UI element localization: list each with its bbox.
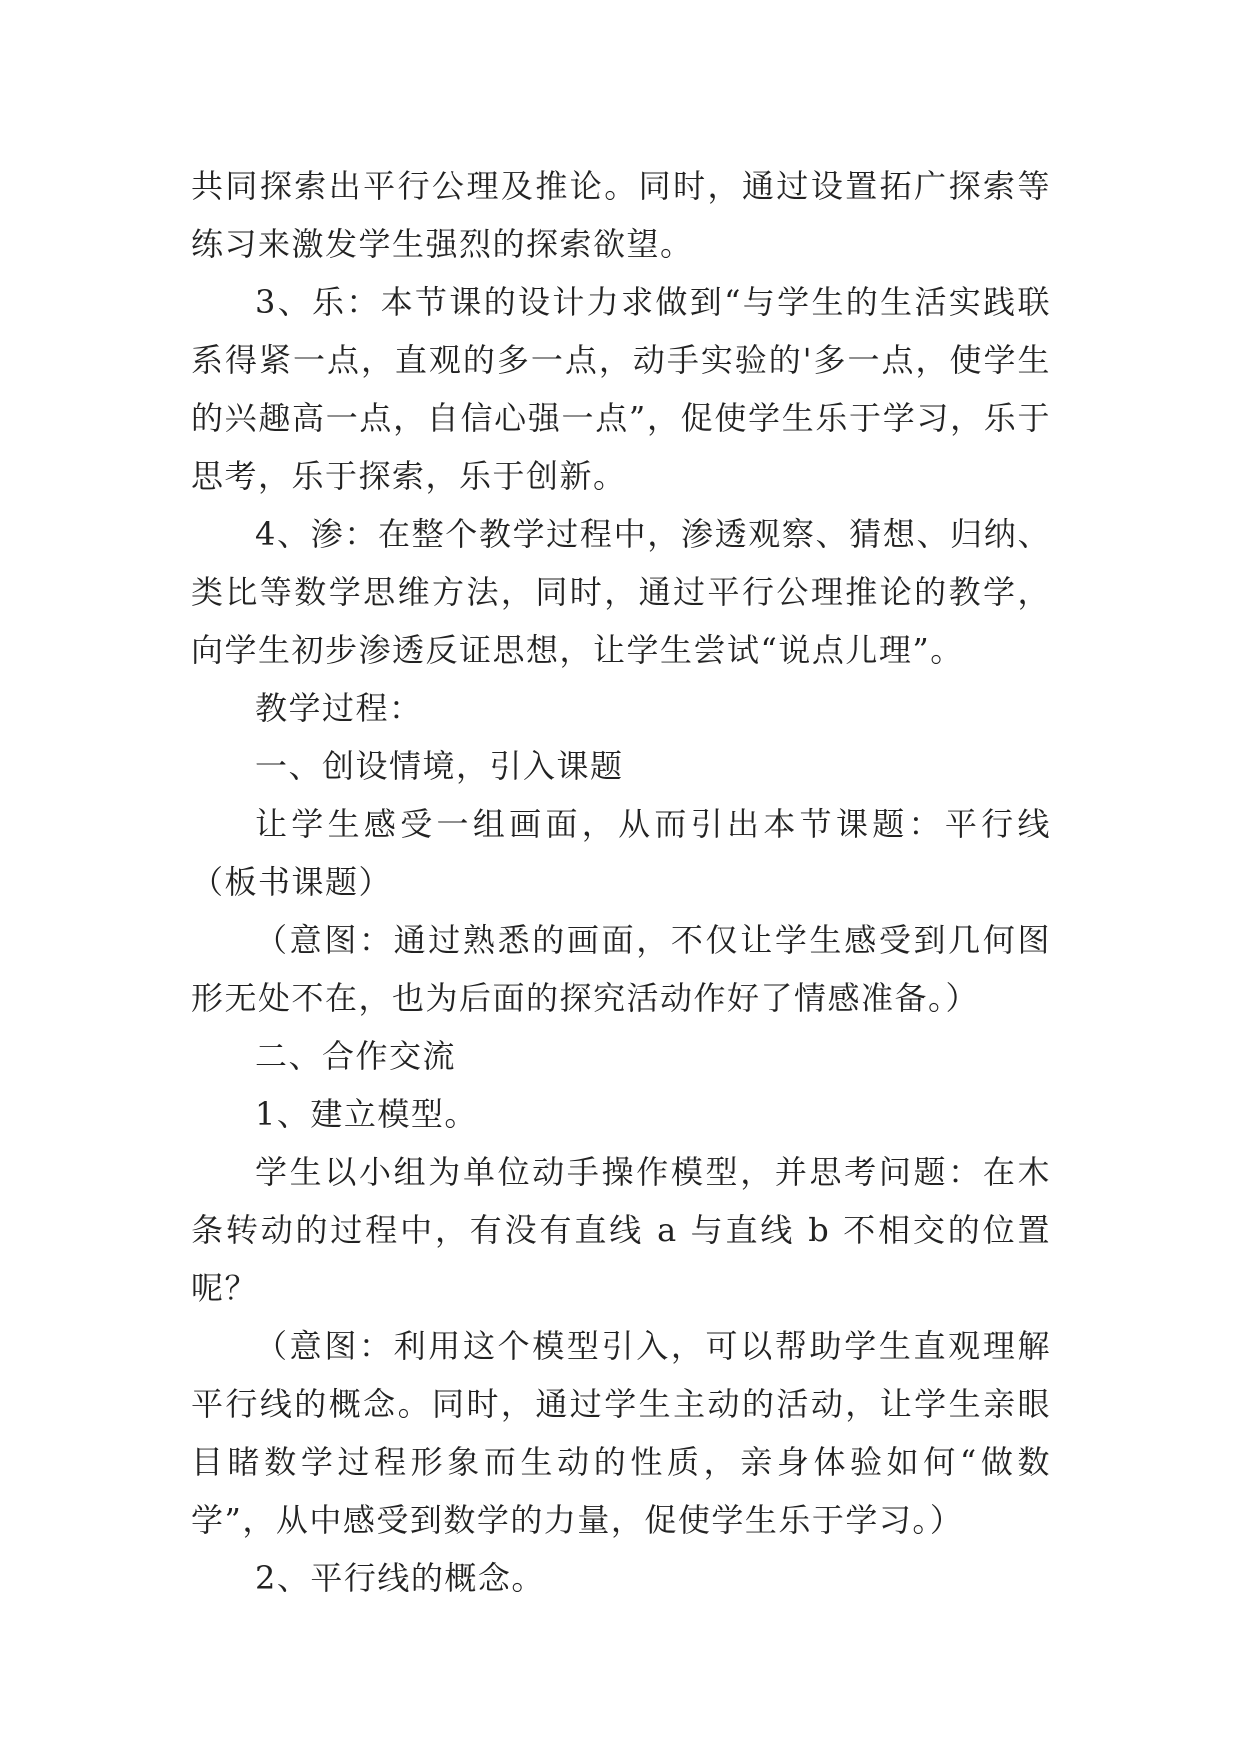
paragraph-intent-1: （意图：通过熟悉的画面，不仅让学生感受到几何图形无处不在，也为后面的探究活动作好了情感准备。） (191, 921, 1051, 1017)
heading-parallel-concept: 2、平行线的概念。 (255, 1559, 545, 1597)
paragraph-intent-2: （意图：利用这个模型引入，可以帮助学生直观理解平行线的概念。同时，通过学生主动的活动，让学生亲眼目睹数学过程形象而生动的性质，亲身体验如何“做数学”，从中感受到数学的力量，促使学生乐于学习。） (191, 1327, 1051, 1539)
heading-section-one: 一、创设情境，引入课题 (255, 747, 624, 785)
paragraph-point-4: 4、渗：在整个教学过程中，渗透观察、猜想、归纳、类比等数学思维方法，同时，通过平行公理推论的教学，向学生初步渗透反证思想，让学生尝试“说点儿理”。 (191, 515, 1051, 669)
heading-build-model: 1、建立模型。 (255, 1095, 478, 1133)
paragraph-intro-topic: 让学生感受一组画面，从而引出本节课题：平行线（板书课题） (191, 805, 1051, 901)
heading-teaching-process: 教学过程： (255, 689, 423, 727)
paragraph-model-activity: 学生以小组为单位动手操作模型，并思考问题：在木条转动的过程中，有没有直线 a 与直线 b 不相交的位置呢？ (191, 1153, 1051, 1307)
paragraph-continuation: 共同探索出平行公理及推论。同时，通过设置拓广探索等练习来激发学生强烈的探索欲望。 (191, 167, 1051, 263)
heading-section-two: 二、合作交流 (255, 1037, 457, 1075)
paragraph-point-3: 3、乐：本节课的设计力求做到“与学生的生活实践联系得紧一点，直观的多一点，动手实验的'多一点，使学生的兴趣高一点，自信心强一点”，促使学生乐于学习，乐于思考，乐于探索，乐于创新。 (191, 283, 1051, 495)
document-body (191, 157, 1051, 1607)
